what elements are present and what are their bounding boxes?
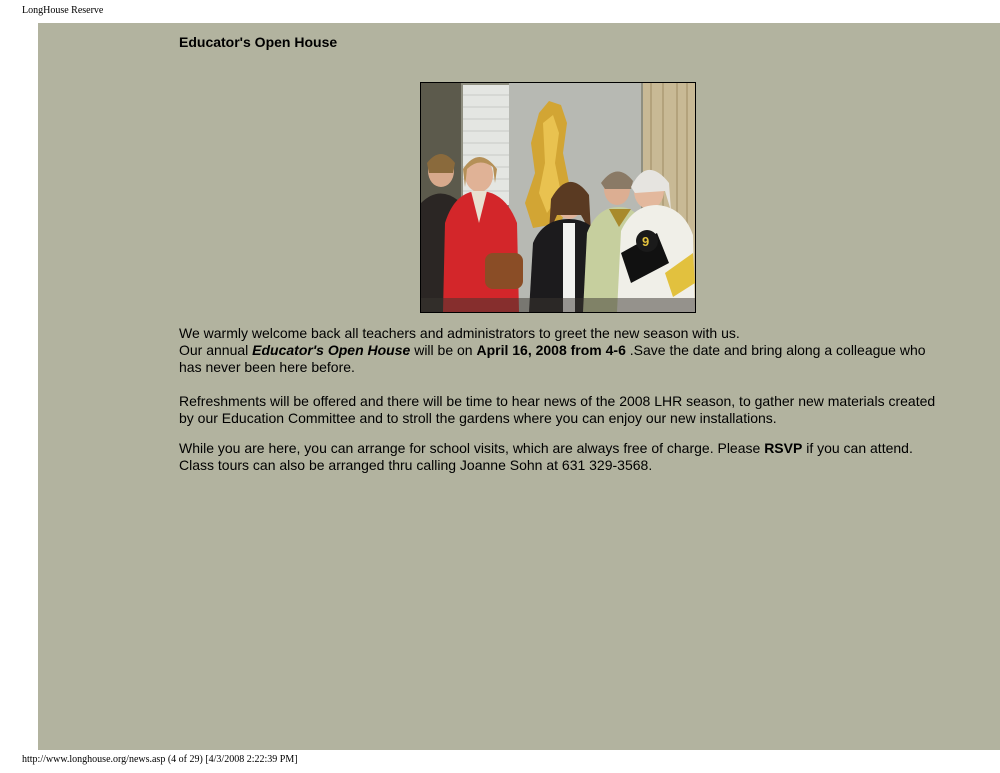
event-photo: [420, 82, 696, 313]
rsvp-text: RSVP: [764, 440, 803, 456]
annual-prefix: Our annual: [179, 342, 253, 358]
print-header-title: LongHouse Reserve: [22, 5, 104, 16]
article-body: [179, 325, 949, 474]
svg-text:9: 9: [642, 234, 650, 249]
class-tours-text: if you can attend. Class tours can also be arranged thru calling Joanne Sohn at 631 329-3568.: [179, 440, 913, 473]
will-be-on-text: will be on: [410, 342, 477, 358]
school-visits-text: While you are here, you can arrange for school visits, which are always free of charge. Please: [179, 440, 765, 456]
save-the-date-text: .Save the date and bring along a colleague who has never been here before.: [179, 342, 926, 375]
group-photo-image: [421, 83, 695, 312]
event-date: April 16, 2008 from 4-6: [476, 342, 626, 358]
paragraph-school-visits: [179, 440, 949, 474]
event-name: Educator's Open House: [252, 342, 411, 358]
welcome-line: We warmly welcome back all teachers and administrators to greet the new season with us.: [179, 325, 740, 341]
print-footer-url: http://www.longhouse.org/news.asp (4 of 29) [4/3/2008 2:22:39 PM]: [22, 754, 298, 765]
article-title: Educator's Open House: [179, 34, 338, 50]
paragraph-refreshments: Refreshments will be offered and there will be time to hear news of the 2008 LHR season, to gather new materials created by our Education Committee and to stroll the gardens where you can enjoy our new installations.: [179, 393, 936, 426]
content-panel: [38, 23, 1000, 750]
paragraph-welcome: [179, 325, 949, 376]
